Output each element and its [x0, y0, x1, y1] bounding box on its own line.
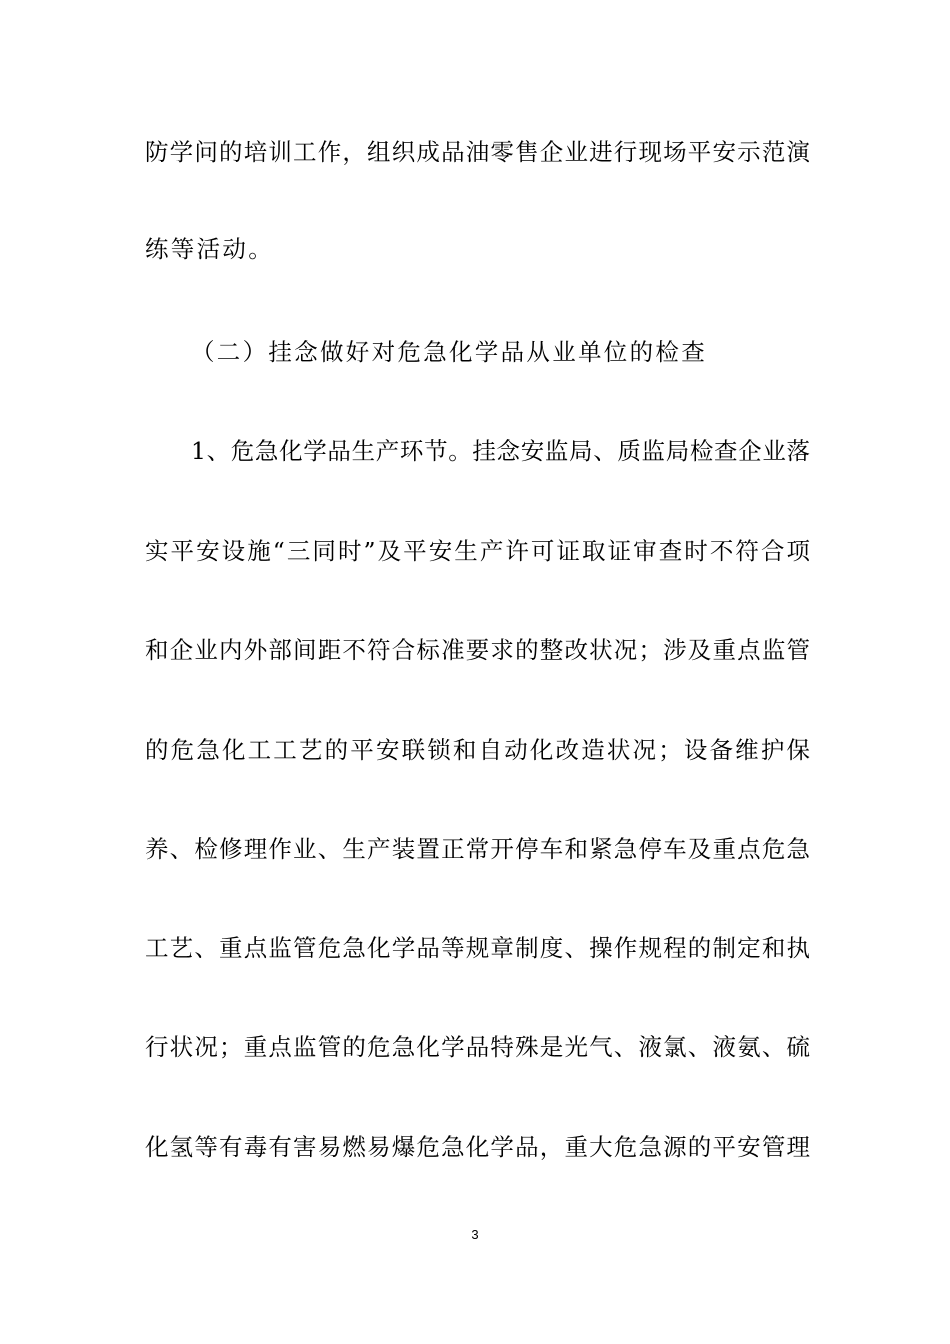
paragraph-line: 和企业内外部间距不符合标准要求的整改状况；涉及重点监管: [145, 636, 810, 664]
paragraph-line: 练等活动。: [145, 235, 274, 263]
paragraph-line: 化氢等有毒有害易燃易爆危急化学品，重大危急源的平安管理: [145, 1133, 810, 1161]
paragraph-line: 的危急化工工艺的平安联锁和自动化改造状况；设备维护保: [145, 736, 810, 764]
paragraph-line: 养、检修理作业、生产装置正常开停车和紧急停车及重点危急: [145, 835, 810, 863]
paragraph-line: 工艺、重点监管危急化学品等规章制度、操作规程的制定和执: [145, 934, 810, 962]
paragraph-line: 实平安设施“三同时”及平安生产许可证取证审查时不符合项: [145, 537, 810, 565]
paragraph-line: 1、危急化学品生产环节。挂念安监局、质监局检查企业落: [191, 437, 810, 465]
section-heading: （二）挂念做好对危急化学品从业单位的检查: [191, 338, 707, 366]
paragraph-line: 行状况；重点监管的危急化学品特殊是光气、液氯、液氨、硫: [145, 1033, 810, 1061]
page-number: 3: [471, 1227, 479, 1242]
paragraph-line: 防学问的培训工作，组织成品油零售企业进行现场平安示范演: [145, 138, 810, 166]
